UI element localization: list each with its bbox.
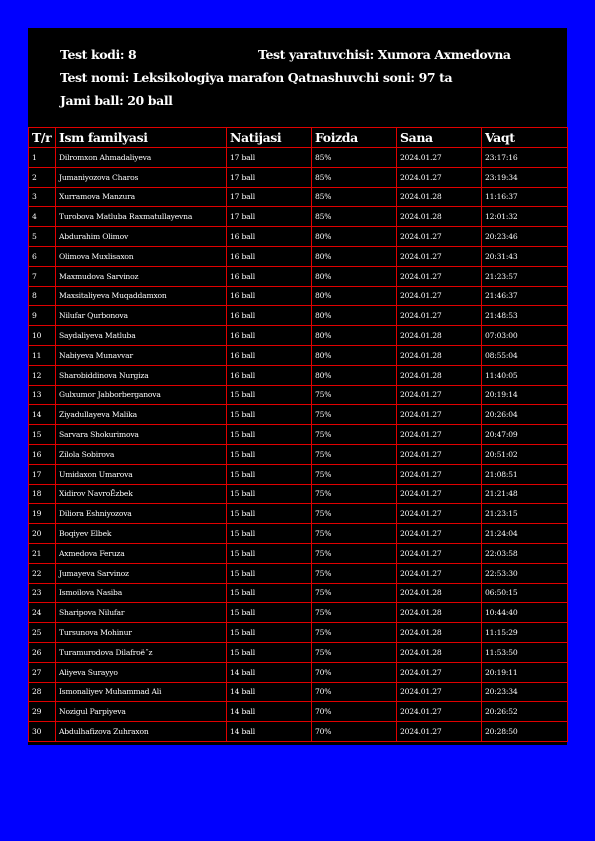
cell-name: Nilufar Qurbonova bbox=[56, 306, 227, 326]
cell-percent: 75% bbox=[312, 464, 397, 484]
cell-date: 2024.01.27 bbox=[397, 167, 482, 187]
cell-time: 11:16:37 bbox=[482, 187, 568, 207]
cell-name: Umidaxon Umarova bbox=[56, 464, 227, 484]
table-row bbox=[29, 543, 568, 563]
table-header-row bbox=[29, 128, 568, 148]
cell-time: 07:03:00 bbox=[482, 326, 568, 346]
table-row bbox=[29, 682, 568, 702]
cell-number: 15 bbox=[29, 425, 56, 445]
cell-number: 25 bbox=[29, 623, 56, 643]
cell-number: 28 bbox=[29, 682, 56, 702]
cell-date: 2024.01.27 bbox=[397, 385, 482, 405]
table-row bbox=[29, 385, 568, 405]
cell-percent: 75% bbox=[312, 504, 397, 524]
cell-time: 20:23:34 bbox=[482, 682, 568, 702]
cell-number: 4 bbox=[29, 207, 56, 227]
table-row bbox=[29, 326, 568, 346]
table-row bbox=[29, 623, 568, 643]
cell-date: 2024.01.27 bbox=[397, 702, 482, 722]
cell-time: 20:51:02 bbox=[482, 444, 568, 464]
cell-name: Saydaliyeva Matluba bbox=[56, 326, 227, 346]
cell-percent: 70% bbox=[312, 682, 397, 702]
cell-name: Maxsitaliyeva Muqaddamxon bbox=[56, 286, 227, 306]
cell-result: 16 ball bbox=[227, 286, 312, 306]
cell-time: 20:19:14 bbox=[482, 385, 568, 405]
cell-result: 15 ball bbox=[227, 484, 312, 504]
cell-percent: 75% bbox=[312, 583, 397, 603]
table-row bbox=[29, 702, 568, 722]
test-creator: Test yaratuvchisi: Xumora Axmedovna bbox=[258, 47, 511, 62]
cell-percent: 80% bbox=[312, 326, 397, 346]
table-row bbox=[29, 167, 568, 187]
cell-name: Sharipova Nilufar bbox=[56, 603, 227, 623]
test-info-header bbox=[28, 28, 567, 127]
cell-date: 2024.01.28 bbox=[397, 326, 482, 346]
cell-time: 11:40:05 bbox=[482, 365, 568, 385]
cell-name: Zilola Sobirova bbox=[56, 444, 227, 464]
total-score: Jami ball: 20 ball bbox=[60, 93, 173, 108]
cell-time: 21:48:53 bbox=[482, 306, 568, 326]
cell-number: 11 bbox=[29, 345, 56, 365]
table-row bbox=[29, 425, 568, 445]
test-name-participants: Test nomi: Leksikologiya marafon Qatnashuvchi soni: 97 ta bbox=[60, 70, 453, 85]
cell-percent: 70% bbox=[312, 662, 397, 682]
table-row bbox=[29, 464, 568, 484]
cell-percent: 80% bbox=[312, 345, 397, 365]
cell-percent: 75% bbox=[312, 524, 397, 544]
cell-name: Turobova Matluba Raxmatullayevna bbox=[56, 207, 227, 227]
cell-number: 18 bbox=[29, 484, 56, 504]
cell-time: 20:31:43 bbox=[482, 246, 568, 266]
cell-date: 2024.01.28 bbox=[397, 345, 482, 365]
cell-time: 21:21:48 bbox=[482, 484, 568, 504]
test-code: Test kodi: 8 bbox=[60, 47, 137, 62]
cell-result: 15 ball bbox=[227, 524, 312, 544]
cell-name: Jumayeva Sarvinoz bbox=[56, 563, 227, 583]
cell-name: Turamurodova Dilafroё˝z bbox=[56, 642, 227, 662]
cell-name: Olimova Muxlisaxon bbox=[56, 246, 227, 266]
cell-number: 16 bbox=[29, 444, 56, 464]
cell-result: 14 ball bbox=[227, 662, 312, 682]
cell-percent: 75% bbox=[312, 543, 397, 563]
cell-name: Ismonaliyev Muhammad Ali bbox=[56, 682, 227, 702]
cell-time: 21:24:04 bbox=[482, 524, 568, 544]
cell-name: Sharobiddinova Nurgiza bbox=[56, 365, 227, 385]
table-row bbox=[29, 286, 568, 306]
table-row bbox=[29, 365, 568, 385]
table-row bbox=[29, 345, 568, 365]
cell-date: 2024.01.27 bbox=[397, 722, 482, 742]
cell-number: 12 bbox=[29, 365, 56, 385]
cell-result: 15 ball bbox=[227, 623, 312, 643]
cell-percent: 80% bbox=[312, 227, 397, 247]
cell-date: 2024.01.27 bbox=[397, 405, 482, 425]
cell-percent: 80% bbox=[312, 246, 397, 266]
cell-date: 2024.01.27 bbox=[397, 306, 482, 326]
cell-number: 14 bbox=[29, 405, 56, 425]
cell-date: 2024.01.27 bbox=[397, 227, 482, 247]
cell-percent: 75% bbox=[312, 425, 397, 445]
cell-percent: 70% bbox=[312, 722, 397, 742]
table-row bbox=[29, 246, 568, 266]
cell-name: Abdurahim Olimov bbox=[56, 227, 227, 247]
cell-number: 9 bbox=[29, 306, 56, 326]
cell-number: 19 bbox=[29, 504, 56, 524]
cell-result: 14 ball bbox=[227, 722, 312, 742]
cell-result: 15 ball bbox=[227, 425, 312, 445]
column-header-result: Natijasi bbox=[227, 128, 312, 148]
cell-percent: 80% bbox=[312, 266, 397, 286]
cell-result: 15 ball bbox=[227, 543, 312, 563]
cell-date: 2024.01.28 bbox=[397, 603, 482, 623]
cell-date: 2024.01.27 bbox=[397, 504, 482, 524]
cell-name: Gulxumor Jabborberganova bbox=[56, 385, 227, 405]
table-row bbox=[29, 266, 568, 286]
table-row bbox=[29, 603, 568, 623]
cell-percent: 75% bbox=[312, 444, 397, 464]
cell-time: 21:08:51 bbox=[482, 464, 568, 484]
cell-time: 21:23:57 bbox=[482, 266, 568, 286]
cell-percent: 85% bbox=[312, 148, 397, 168]
cell-date: 2024.01.27 bbox=[397, 543, 482, 563]
cell-date: 2024.01.27 bbox=[397, 682, 482, 702]
column-header-date: Sana bbox=[397, 128, 482, 148]
cell-time: 23:17:16 bbox=[482, 148, 568, 168]
table-row bbox=[29, 583, 568, 603]
cell-name: Dilromxon Ahmadaliyeva bbox=[56, 148, 227, 168]
cell-percent: 75% bbox=[312, 405, 397, 425]
cell-result: 17 ball bbox=[227, 148, 312, 168]
cell-result: 15 ball bbox=[227, 642, 312, 662]
cell-date: 2024.01.27 bbox=[397, 246, 482, 266]
cell-result: 16 ball bbox=[227, 266, 312, 286]
table-row bbox=[29, 662, 568, 682]
cell-name: Abdulhafizova Zuhraxon bbox=[56, 722, 227, 742]
cell-time: 20:28:50 bbox=[482, 722, 568, 742]
cell-time: 08:55:04 bbox=[482, 345, 568, 365]
column-header-percent: Foizda bbox=[312, 128, 397, 148]
cell-name: Boqiyev Elbek bbox=[56, 524, 227, 544]
cell-name: Nabiyeva Munavvar bbox=[56, 345, 227, 365]
cell-percent: 85% bbox=[312, 187, 397, 207]
table-row bbox=[29, 306, 568, 326]
cell-number: 3 bbox=[29, 187, 56, 207]
cell-percent: 85% bbox=[312, 207, 397, 227]
cell-result: 15 ball bbox=[227, 504, 312, 524]
cell-number: 29 bbox=[29, 702, 56, 722]
column-header-number: T/r bbox=[29, 128, 56, 148]
cell-result: 15 ball bbox=[227, 563, 312, 583]
results-sheet bbox=[28, 28, 567, 745]
cell-time: 20:19:11 bbox=[482, 662, 568, 682]
table-row bbox=[29, 227, 568, 247]
cell-time: 06:50:15 bbox=[482, 583, 568, 603]
cell-number: 21 bbox=[29, 543, 56, 563]
table-row bbox=[29, 484, 568, 504]
cell-name: Aliyeva Surayyo bbox=[56, 662, 227, 682]
table-row bbox=[29, 642, 568, 662]
cell-name: Diliora Eshniyozova bbox=[56, 504, 227, 524]
cell-result: 14 ball bbox=[227, 682, 312, 702]
cell-date: 2024.01.27 bbox=[397, 425, 482, 445]
cell-percent: 80% bbox=[312, 365, 397, 385]
table-row bbox=[29, 405, 568, 425]
table-row bbox=[29, 722, 568, 742]
results-table bbox=[28, 127, 568, 742]
cell-percent: 75% bbox=[312, 563, 397, 583]
cell-name: Ziyadullayeva Malika bbox=[56, 405, 227, 425]
results-table-body bbox=[29, 148, 568, 742]
cell-number: 10 bbox=[29, 326, 56, 346]
cell-time: 11:15:29 bbox=[482, 623, 568, 643]
table-row bbox=[29, 148, 568, 168]
cell-name: Xurramova Manzura bbox=[56, 187, 227, 207]
cell-number: 22 bbox=[29, 563, 56, 583]
cell-number: 6 bbox=[29, 246, 56, 266]
cell-percent: 85% bbox=[312, 167, 397, 187]
cell-date: 2024.01.27 bbox=[397, 148, 482, 168]
column-header-name: Ism familyasi bbox=[56, 128, 227, 148]
cell-date: 2024.01.28 bbox=[397, 207, 482, 227]
cell-time: 20:26:52 bbox=[482, 702, 568, 722]
cell-number: 23 bbox=[29, 583, 56, 603]
cell-time: 22:03:58 bbox=[482, 543, 568, 563]
cell-percent: 70% bbox=[312, 702, 397, 722]
cell-date: 2024.01.28 bbox=[397, 187, 482, 207]
cell-date: 2024.01.27 bbox=[397, 286, 482, 306]
cell-result: 16 ball bbox=[227, 306, 312, 326]
cell-percent: 80% bbox=[312, 286, 397, 306]
table-row bbox=[29, 444, 568, 464]
cell-percent: 75% bbox=[312, 385, 397, 405]
cell-result: 16 ball bbox=[227, 365, 312, 385]
table-row bbox=[29, 207, 568, 227]
cell-date: 2024.01.27 bbox=[397, 662, 482, 682]
cell-result: 15 ball bbox=[227, 385, 312, 405]
cell-name: Sarvara Shokurimova bbox=[56, 425, 227, 445]
cell-date: 2024.01.28 bbox=[397, 583, 482, 603]
cell-result: 16 ball bbox=[227, 246, 312, 266]
cell-percent: 75% bbox=[312, 484, 397, 504]
cell-name: Nozigul Parpiyeva bbox=[56, 702, 227, 722]
cell-result: 16 ball bbox=[227, 227, 312, 247]
table-row bbox=[29, 504, 568, 524]
cell-time: 21:23:15 bbox=[482, 504, 568, 524]
cell-date: 2024.01.27 bbox=[397, 484, 482, 504]
cell-result: 15 ball bbox=[227, 464, 312, 484]
cell-time: 21:46:37 bbox=[482, 286, 568, 306]
cell-result: 17 ball bbox=[227, 187, 312, 207]
cell-time: 20:47:09 bbox=[482, 425, 568, 445]
cell-name: Axmedova Feruza bbox=[56, 543, 227, 563]
cell-name: Tursunova Mohinur bbox=[56, 623, 227, 643]
cell-number: 26 bbox=[29, 642, 56, 662]
cell-result: 17 ball bbox=[227, 207, 312, 227]
cell-number: 8 bbox=[29, 286, 56, 306]
cell-date: 2024.01.28 bbox=[397, 642, 482, 662]
cell-number: 17 bbox=[29, 464, 56, 484]
cell-date: 2024.01.28 bbox=[397, 623, 482, 643]
table-row bbox=[29, 524, 568, 544]
cell-result: 16 ball bbox=[227, 345, 312, 365]
cell-date: 2024.01.27 bbox=[397, 464, 482, 484]
cell-time: 12:01:32 bbox=[482, 207, 568, 227]
cell-number: 5 bbox=[29, 227, 56, 247]
cell-number: 30 bbox=[29, 722, 56, 742]
cell-result: 15 ball bbox=[227, 405, 312, 425]
cell-percent: 75% bbox=[312, 603, 397, 623]
cell-result: 15 ball bbox=[227, 444, 312, 464]
table-row bbox=[29, 563, 568, 583]
cell-percent: 80% bbox=[312, 306, 397, 326]
cell-number: 1 bbox=[29, 148, 56, 168]
cell-result: 15 ball bbox=[227, 583, 312, 603]
cell-name: Maxmudova Sarvinoz bbox=[56, 266, 227, 286]
cell-result: 14 ball bbox=[227, 702, 312, 722]
cell-number: 20 bbox=[29, 524, 56, 544]
cell-number: 2 bbox=[29, 167, 56, 187]
cell-percent: 75% bbox=[312, 642, 397, 662]
column-header-time: Vaqt bbox=[482, 128, 568, 148]
cell-result: 16 ball bbox=[227, 326, 312, 346]
cell-date: 2024.01.27 bbox=[397, 563, 482, 583]
cell-time: 23:19:34 bbox=[482, 167, 568, 187]
cell-date: 2024.01.28 bbox=[397, 365, 482, 385]
cell-time: 20:23:46 bbox=[482, 227, 568, 247]
cell-date: 2024.01.27 bbox=[397, 444, 482, 464]
cell-number: 13 bbox=[29, 385, 56, 405]
cell-number: 7 bbox=[29, 266, 56, 286]
cell-percent: 75% bbox=[312, 623, 397, 643]
cell-time: 10:44:40 bbox=[482, 603, 568, 623]
cell-name: Xidirov NavroЁzbek bbox=[56, 484, 227, 504]
cell-time: 11:53:50 bbox=[482, 642, 568, 662]
cell-result: 15 ball bbox=[227, 603, 312, 623]
cell-number: 24 bbox=[29, 603, 56, 623]
cell-date: 2024.01.27 bbox=[397, 266, 482, 286]
cell-name: Jumaniyozova Charos bbox=[56, 167, 227, 187]
cell-number: 27 bbox=[29, 662, 56, 682]
cell-date: 2024.01.27 bbox=[397, 524, 482, 544]
cell-time: 22:53:30 bbox=[482, 563, 568, 583]
table-row bbox=[29, 187, 568, 207]
cell-result: 17 ball bbox=[227, 167, 312, 187]
cell-name: Ismoilova Nasiba bbox=[56, 583, 227, 603]
cell-time: 20:26:04 bbox=[482, 405, 568, 425]
